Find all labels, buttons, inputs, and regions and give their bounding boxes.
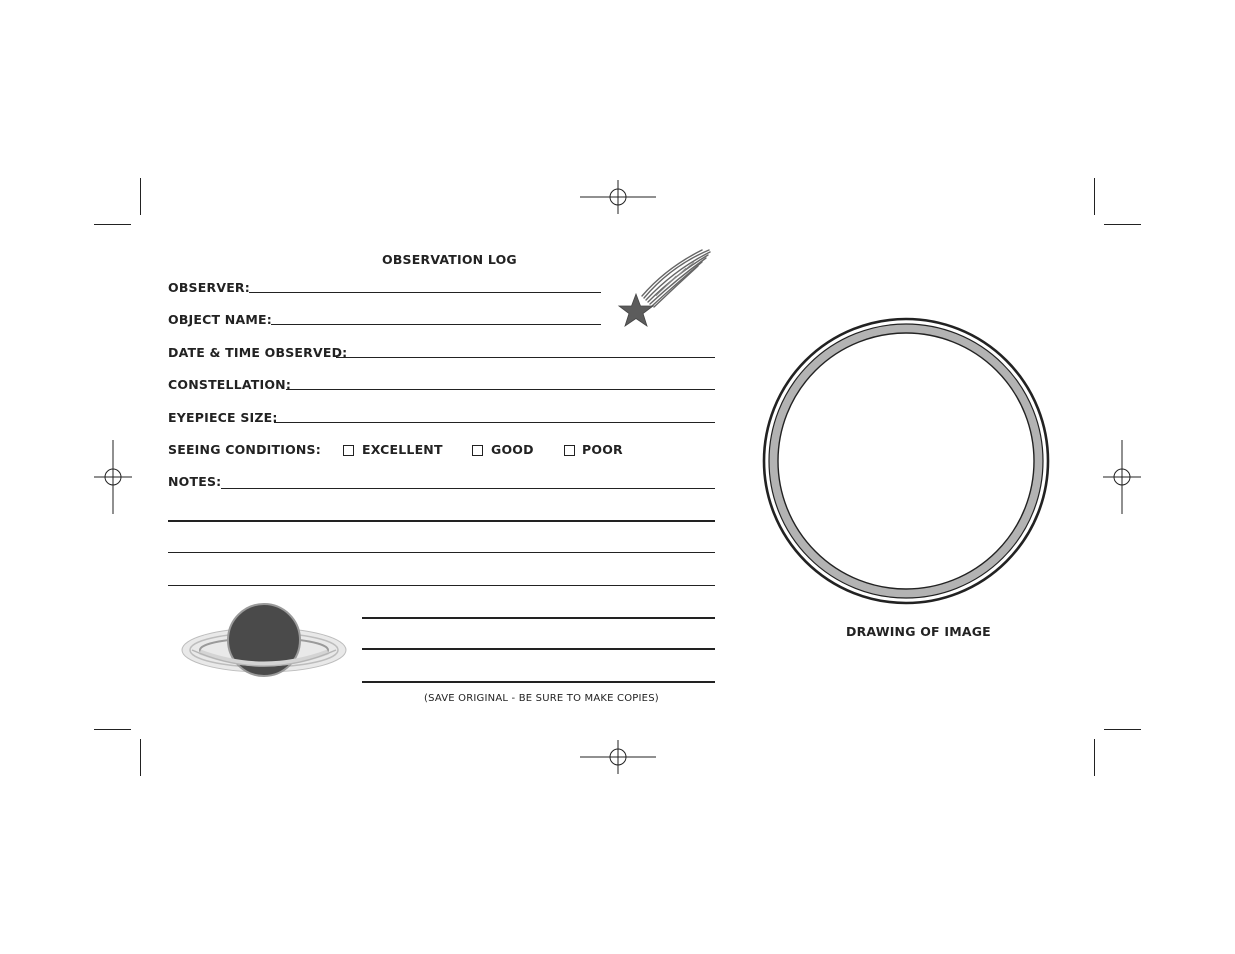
observer-label: OBSERVER: <box>168 280 250 295</box>
notes-line-7[interactable] <box>362 681 715 683</box>
date-time-line[interactable] <box>336 357 715 358</box>
form-title: OBSERVATION LOG <box>382 252 517 267</box>
poor-checkbox[interactable] <box>564 445 575 456</box>
date-time-label: DATE & TIME OBSERVED: <box>168 345 348 360</box>
notes-line-4[interactable] <box>168 585 715 586</box>
eyepiece-size-label: EYEPIECE SIZE: <box>168 410 278 425</box>
registration-mark-icon <box>94 440 132 514</box>
object-name-line[interactable] <box>271 324 601 325</box>
notes-line-2[interactable] <box>168 520 715 522</box>
notes-line-3[interactable] <box>168 552 715 553</box>
notes-line-6[interactable] <box>362 648 715 650</box>
good-checkbox[interactable] <box>472 445 483 456</box>
notes-line-1[interactable] <box>221 488 715 489</box>
constellation-line[interactable] <box>286 389 715 390</box>
shooting-star-icon <box>616 246 714 336</box>
registration-mark-icon <box>1103 440 1141 514</box>
poor-option-label: POOR <box>582 442 623 457</box>
constellation-label: CONSTELLATION: <box>168 377 292 392</box>
notes-label: NOTES: <box>168 474 222 489</box>
ringed-planet-icon <box>180 600 348 682</box>
seeing-conditions-label: SEEING CONDITIONS: <box>168 442 321 457</box>
excellent-checkbox[interactable] <box>343 445 354 456</box>
observer-line[interactable] <box>249 292 601 293</box>
object-name-label: OBJECT NAME: <box>168 312 272 327</box>
drawing-circle[interactable] <box>760 315 1052 607</box>
good-option-label: GOOD <box>491 442 534 457</box>
registration-mark-icon <box>580 740 656 774</box>
footer-note: (SAVE ORIGINAL - BE SURE TO MAKE COPIES) <box>424 693 659 704</box>
notes-line-5[interactable] <box>362 617 715 619</box>
drawing-label: DRAWING OF IMAGE <box>846 624 991 639</box>
eyepiece-size-line[interactable] <box>274 422 715 423</box>
registration-mark-icon <box>580 180 656 214</box>
excellent-option-label: EXCELLENT <box>362 442 443 457</box>
